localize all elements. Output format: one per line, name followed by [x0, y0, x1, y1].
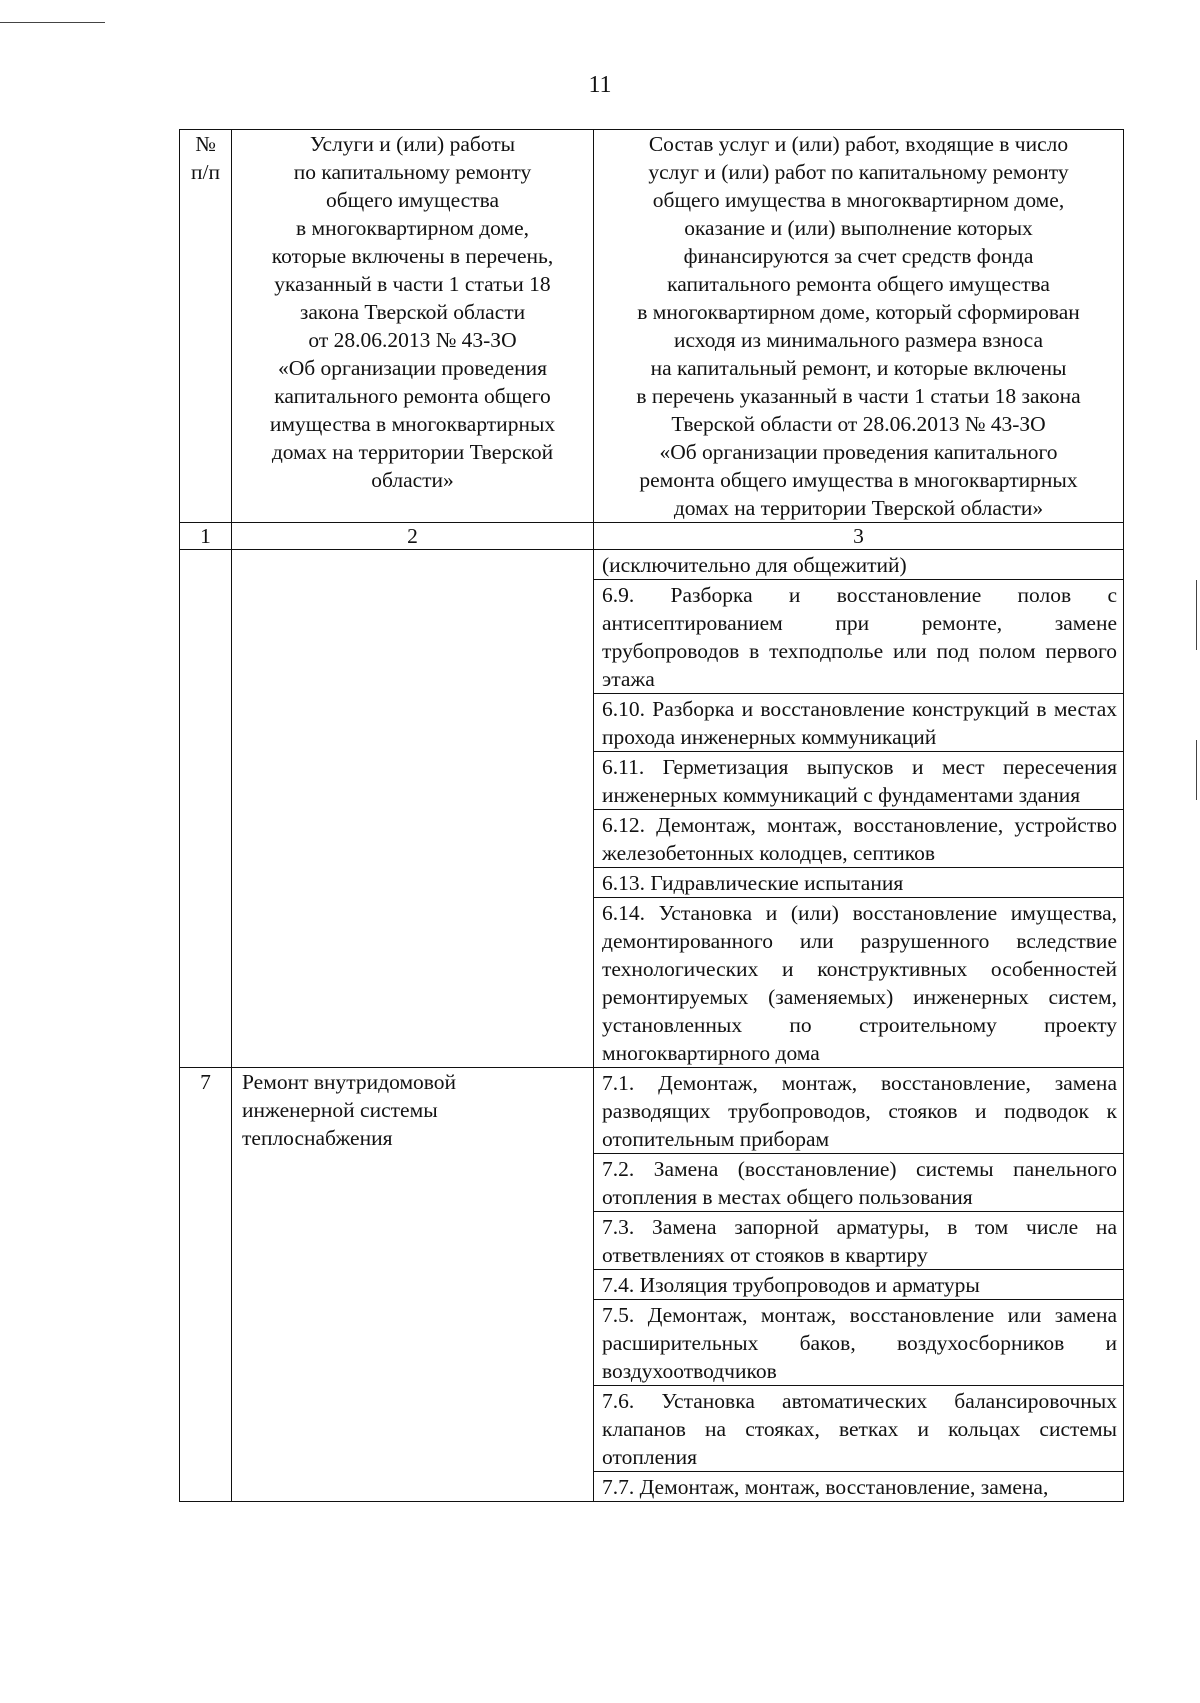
group6-number — [180, 550, 232, 1068]
list-item: 6.10. Разборка и восстановление конструкций в местах прохода инженерных коммуникаций — [594, 693, 1123, 751]
table-row-group-6 — [180, 550, 1124, 1068]
header-number: № п/п — [180, 130, 232, 523]
list-item: 7.4. Изоляция трубопроводов и арматуры — [594, 1269, 1123, 1299]
list-item: 7.7. Демонтаж, монтаж, восстановление, замена, — [594, 1471, 1123, 1501]
list-item: 7.3. Замена запорной арматуры, в том числе на ответвлениях от стояков в квартиру — [594, 1211, 1123, 1269]
list-item: 6.12. Демонтаж, монтаж, восстановление, устройство железобетонных колодцев, септиков — [594, 809, 1123, 867]
capital-repair-table — [179, 129, 1124, 1502]
list-item: 7.6. Установка автоматических балансировочных клапанов на стояках, ветках и кольцах системы отопления — [594, 1385, 1123, 1471]
header-services: Услуги и (или) работы по капитальному ремонту общего имущества в многоквартирном доме, которые включены в перечень, указанный в части 1 статьи 18 закона Тверской области от 28.06.2013 № 43-ЗО «Об организации проведения капитального ремонта общего имущества в многоквартирных домах на территории Тверской области» — [232, 130, 594, 523]
column-number-3: 3 — [594, 523, 1124, 550]
column-number-row — [180, 523, 1124, 550]
column-number-2: 2 — [232, 523, 594, 550]
list-item: 6.9. Разборка и восстановление полов с антисептированием при ремонте, замене трубопроводов в техподполье или под полом первого этажа — [594, 579, 1123, 693]
column-number-1: 1 — [180, 523, 232, 550]
list-item: 6.11. Герметизация выпусков и мест пересечения инженерных коммуникаций с фундаментами здания — [594, 751, 1123, 809]
list-item: 6.14. Установка и (или) восстановление имущества, демонтированного или разрушенного вследствие технологических и конструктивных особенностей ремонтируемых (заменяемых) инженерных систем, установленных по строительному проекту многоквартирного дома — [594, 897, 1123, 1067]
table-row-group-7 — [180, 1068, 1124, 1502]
group6-items — [594, 550, 1124, 1068]
scan-edge-mark — [1196, 740, 1197, 800]
list-item: 7.1. Демонтаж, монтаж, восстановление, замена разводящих трубопроводов, стояков и подводок к отопительным приборам — [602, 1071, 1117, 1151]
table-header-row — [180, 130, 1124, 523]
scan-edge-mark — [0, 22, 105, 23]
group7-items — [594, 1068, 1124, 1502]
header-composition: Состав услуг и (или) работ, входящие в число услуг и (или) работ по капитальному ремонту общего имущества в многоквартирном доме, оказание и (или) выполнение которых финансируются за счет средств фонда капитального ремонта общего имущества в многоквартирном доме, который сформирован исходя из минимального размера взноса на капитальный ремонт, и которые включены в перечень указанный в части 1 статьи 18 закона Тверской области от 28.06.2013 № 43-ЗО «Об организации проведения капитального ремонта общего имущества в многоквартирных домах на территории Тверской области» — [594, 130, 1124, 523]
group7-service: Ремонт внутридомовой инженерной системы теплоснабжения — [232, 1068, 594, 1502]
list-item: 7.2. Замена (восстановление) системы панельного отопления в местах общего пользования — [594, 1153, 1123, 1211]
list-item: (исключительно для общежитий) — [602, 553, 907, 577]
scan-edge-mark — [1196, 580, 1197, 650]
list-item: 7.5. Демонтаж, монтаж, восстановление или замена расширительных баков, воздухосборников и воздухоотводчиков — [594, 1299, 1123, 1385]
group7-number: 7 — [180, 1068, 232, 1502]
page-number: 11 — [588, 72, 612, 98]
group6-service — [232, 550, 594, 1068]
list-item: 6.13. Гидравлические испытания — [594, 867, 1123, 897]
